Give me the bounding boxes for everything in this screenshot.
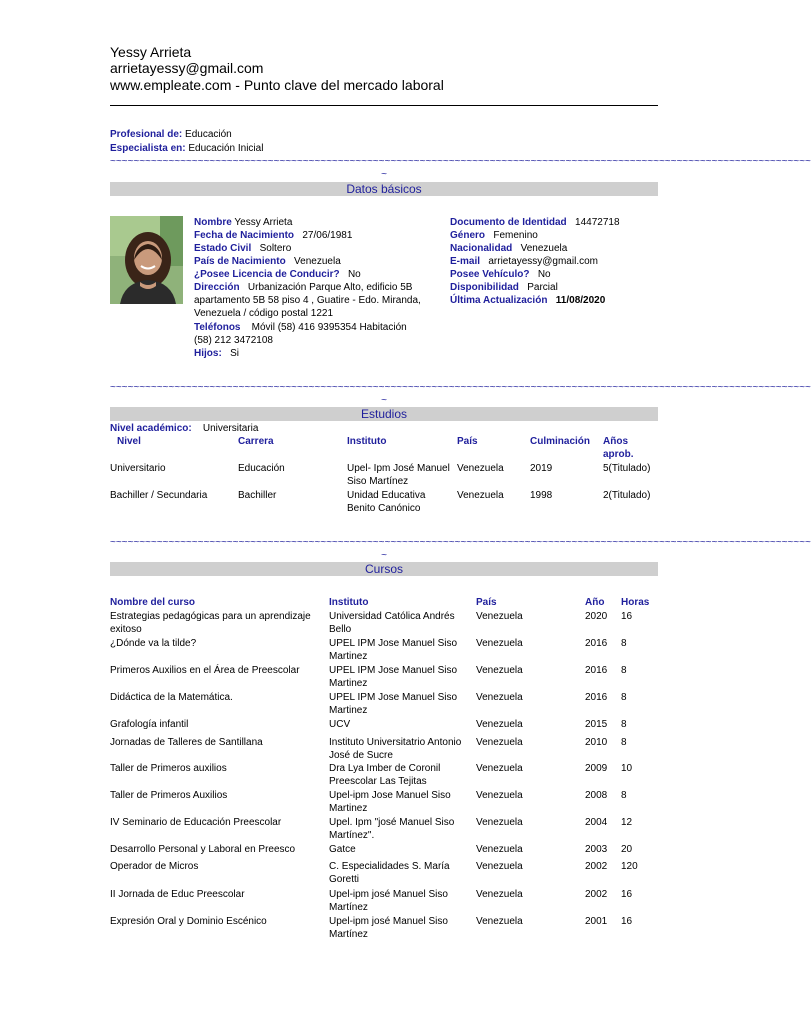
- curso-nombre: Desarrollo Personal y Laboral en Preesco: [110, 844, 296, 855]
- estudio-nivel: Universitario: [110, 463, 166, 474]
- pais-label: País de Nacimiento: [194, 256, 286, 267]
- curso-anio: 2008: [585, 790, 608, 801]
- curso-instituto-2: Martínez: [329, 929, 368, 940]
- curso-instituto-2: Martínez: [329, 902, 368, 913]
- tilde-separator: ~~~~~~~~~~~~~~~~~~~~~~~~~~~~~~~~~~~~~~~~~~~~~~~~~~~~~~~~~~~~~~~~~~~~~~~~~~~~~~~~~~~~~~~~~~~~~~~~~~~~~~~~~~~~~~~~~~~~~~~~: [110, 382, 811, 393]
- profesional-row: [110, 128, 232, 141]
- documento-value: 14472718: [575, 217, 620, 228]
- curso-horas: 8: [621, 790, 627, 801]
- estudio-culminacion: 1998: [530, 490, 553, 501]
- curso-pais: Venezuela: [476, 611, 523, 622]
- pais-value: Venezuela: [294, 256, 341, 267]
- vehiculo-label: Posee Vehículo?: [450, 269, 530, 280]
- curso-anio: 2004: [585, 817, 608, 828]
- nivel-academico-row: [110, 422, 258, 435]
- curso-horas: 8: [621, 665, 627, 676]
- section-datos-basicos: Datos básicos: [110, 182, 658, 196]
- licencia-label: ¿Posee Licencia de Conducir?: [194, 269, 340, 280]
- hijos-row: [194, 347, 239, 360]
- estudio-instituto: Unidad Educativa: [347, 490, 426, 501]
- curso-horas: 10: [621, 763, 633, 774]
- section-cursos: Cursos: [110, 562, 658, 576]
- estado-row: [194, 242, 291, 255]
- genero-label: Género: [450, 230, 486, 241]
- curso-nombre: Primeros Auxilios en el Área de Preescolar: [110, 665, 300, 676]
- telefonos-row: [194, 321, 407, 334]
- direccion-line-2: apartamento 5B 58 piso 4 , Guatire - Edo. Miranda,: [194, 295, 421, 306]
- curso-anio: 2002: [585, 889, 608, 900]
- curso-instituto: Universidad Católica Andrés: [329, 611, 455, 622]
- curso-anio: 2001: [585, 916, 608, 927]
- curso-anio: 2016: [585, 638, 608, 649]
- telefonos-line-2: (58) 212 3472108: [194, 335, 273, 346]
- curso-instituto: Instituto Universitatrio Antonio: [329, 737, 462, 748]
- curso-anio: 2016: [585, 665, 608, 676]
- nombre-label: Nombre: [194, 217, 232, 228]
- estudios-header-culminacion: Culminación: [530, 436, 591, 447]
- telefonos-line-1: Móvil (58) 416 9395354 Habitación: [251, 322, 407, 333]
- curso-nombre: Operador de Micros: [110, 861, 199, 872]
- actualizacion-value: 11/08/2020: [555, 295, 606, 306]
- disponibilidad-row: [450, 281, 558, 294]
- vehiculo-value: No: [537, 269, 551, 280]
- site-tagline: www.empleate.com - Punto clave del mercado laboral: [110, 77, 444, 93]
- telefonos-label: Teléfonos: [194, 322, 241, 333]
- fecha-value: 27/06/1981: [302, 230, 353, 241]
- curso-horas: 8: [621, 638, 627, 649]
- cursos-header-nombre: Nombre del curso: [110, 597, 196, 608]
- curso-pais: Venezuela: [476, 844, 523, 855]
- curso-nombre: Estrategias pedagógicas para un aprendizaje: [110, 611, 311, 622]
- direccion-label: Dirección: [194, 282, 240, 293]
- tilde-separator: ~~~~~~~~~~~~~~~~~~~~~~~~~~~~~~~~~~~~~~~~~~~~~~~~~~~~~~~~~~~~~~~~~~~~~~~~~~~~~~~~~~~~~~~~~~~~~~~~~~~~~~~~~~~~~~~~~~~~~~~~: [110, 156, 811, 167]
- direccion-row: [194, 281, 412, 294]
- disponibilidad-label: Disponibilidad: [450, 282, 519, 293]
- nacionalidad-row: [450, 242, 567, 255]
- nacionalidad-label: Nacionalidad: [450, 243, 513, 254]
- estudios-header-nivel: Nivel: [117, 436, 141, 447]
- licencia-value: No: [347, 269, 361, 280]
- nivel-academico-value: Universitaria: [202, 423, 259, 434]
- estudios-header-aprob: aprob.: [603, 449, 634, 460]
- curso-instituto-2: Bello: [329, 624, 352, 635]
- licencia-row: [194, 268, 361, 281]
- estudio-pais: Venezuela: [457, 463, 504, 474]
- cursos-header-horas: Horas: [621, 597, 650, 608]
- curso-anio: 2009: [585, 763, 608, 774]
- curso-instituto: UPEL IPM Jose Manuel Siso: [329, 665, 458, 676]
- estudio-carrera: Educación: [238, 463, 285, 474]
- curso-instituto: Upel-ipm josé Manuel Siso: [329, 916, 448, 927]
- curso-instituto-2: Martinez: [329, 705, 368, 716]
- curso-pais: Venezuela: [476, 889, 523, 900]
- curso-horas: 120: [621, 861, 638, 872]
- email-row: [450, 255, 598, 268]
- cursos-header-anio: Año: [585, 597, 605, 608]
- especialista-label: Especialista en:: [110, 143, 186, 154]
- curso-nombre: Didáctica de la Matemática.: [110, 692, 233, 703]
- estudios-header-instituto: Instituto: [347, 436, 387, 447]
- profesional-label: Profesional de:: [110, 129, 183, 140]
- tilde-separator-tail: ~: [381, 395, 387, 406]
- direccion-line-1: Urbanización Parque Alto, edificio 5B: [247, 282, 413, 293]
- curso-horas: 8: [621, 737, 627, 748]
- curso-horas: 12: [621, 817, 633, 828]
- curso-horas: 8: [621, 692, 627, 703]
- actualizacion-row: [450, 294, 605, 307]
- genero-value: Femenino: [493, 230, 538, 241]
- estudios-header-anios: Años: [603, 436, 628, 447]
- curso-instituto: UPEL IPM Jose Manuel Siso: [329, 692, 458, 703]
- section-estudios: Estudios: [110, 407, 658, 421]
- curso-nombre: II Jornada de Educ Preescolar: [110, 889, 245, 900]
- curso-instituto: Upel. Ipm "josé Manuel Siso: [329, 817, 455, 828]
- curso-instituto-2: Martinez: [329, 651, 368, 662]
- curso-instituto-2: José de Sucre: [329, 750, 393, 761]
- nombre-value: Yessy Arrieta: [234, 217, 293, 228]
- disponibilidad-value: Parcial: [527, 282, 558, 293]
- curso-pais: Venezuela: [476, 737, 523, 748]
- estudio-culminacion: 2019: [530, 463, 553, 474]
- estudio-instituto-2: Benito Canónico: [347, 503, 421, 514]
- curso-nombre-2: exitoso: [110, 624, 142, 635]
- curso-pais: Venezuela: [476, 638, 523, 649]
- cursos-header-instituto: Instituto: [329, 597, 369, 608]
- curso-instituto: UCV: [329, 719, 351, 730]
- nacionalidad-value: Venezuela: [520, 243, 568, 254]
- candidate-name: Yessy Arrieta: [110, 44, 192, 60]
- curso-instituto: Dra Lya Imber de Coronil: [329, 763, 441, 774]
- estado-value: Soltero: [259, 243, 292, 254]
- estudios-header-carrera: Carrera: [238, 436, 274, 447]
- curso-horas: 8: [621, 719, 627, 730]
- curso-instituto: Gatce: [329, 844, 356, 855]
- curso-nombre: Taller de Primeros auxilios: [110, 763, 227, 774]
- curso-nombre: Taller de Primeros Auxilios: [110, 790, 228, 801]
- curso-horas: 16: [621, 889, 633, 900]
- curso-instituto-2: Martinez: [329, 678, 368, 689]
- curso-anio: 2003: [585, 844, 608, 855]
- curso-pais: Venezuela: [476, 692, 523, 703]
- curso-pais: Venezuela: [476, 665, 523, 676]
- hijos-value: Si: [230, 348, 240, 359]
- curso-instituto: Upel-ipm Jose Manuel Siso: [329, 790, 451, 801]
- pais-row: [194, 255, 341, 268]
- curso-instituto-2: Martinez: [329, 803, 368, 814]
- genero-row: [450, 229, 538, 242]
- curso-nombre: Expresión Oral y Dominio Escénico: [110, 916, 267, 927]
- tilde-separator-tail: ~: [381, 550, 387, 561]
- profile-photo: [110, 216, 183, 304]
- curso-horas: 16: [621, 611, 633, 622]
- curso-nombre: IV Seminario de Educación Preescolar: [110, 817, 282, 828]
- curso-pais: Venezuela: [476, 790, 523, 801]
- curso-anio: 2020: [585, 611, 608, 622]
- fecha-row: [194, 229, 352, 242]
- estudio-instituto-2: Siso Martínez: [347, 476, 409, 487]
- estudio-anios: 5(Titulado): [603, 463, 651, 474]
- nombre-row: [194, 216, 292, 229]
- fecha-label: Fecha de Nacimiento: [194, 230, 295, 241]
- estudio-carrera: Bachiller: [238, 490, 277, 501]
- estudio-instituto: Upel- Ipm José Manuel: [347, 463, 450, 474]
- estudios-header-pais: País: [457, 436, 478, 447]
- estudio-anios: 2(Titulado): [603, 490, 651, 501]
- actualizacion-label: Última Actualización: [450, 295, 548, 306]
- curso-pais: Venezuela: [476, 861, 523, 872]
- especialista-row: [110, 142, 263, 155]
- tilde-separator-tail: ~: [381, 169, 387, 180]
- curso-instituto-2: Preescolar Las Tejitas: [329, 776, 427, 787]
- nivel-academico-label: Nivel académico:: [110, 423, 192, 434]
- documento-label: Documento de Identidad: [450, 217, 567, 228]
- curso-instituto-2: Martínez".: [329, 830, 375, 841]
- curso-horas: 20: [621, 844, 633, 855]
- curso-anio: 2016: [585, 692, 608, 703]
- tilde-separator: ~~~~~~~~~~~~~~~~~~~~~~~~~~~~~~~~~~~~~~~~~~~~~~~~~~~~~~~~~~~~~~~~~~~~~~~~~~~~~~~~~~~~~~~~~~~~~~~~~~~~~~~~~~~~~~~~~~~~~~~~: [110, 537, 811, 548]
- curso-anio: 2002: [585, 861, 608, 872]
- curso-horas: 16: [621, 916, 633, 927]
- header-divider: [110, 105, 658, 106]
- curso-pais: Venezuela: [476, 719, 523, 730]
- curso-anio: 2010: [585, 737, 608, 748]
- curso-instituto-2: Goretti: [329, 874, 360, 885]
- curso-nombre: ¿Dónde va la tilde?: [110, 638, 197, 649]
- curso-anio: 2015: [585, 719, 608, 730]
- profesional-value: Educación: [185, 129, 232, 140]
- especialista-value: Educación Inicial: [188, 143, 264, 154]
- curso-nombre: Jornadas de Talleres de Santillana: [110, 737, 263, 748]
- curso-nombre: Grafología infantil: [110, 719, 189, 730]
- estado-label: Estado Civil: [194, 243, 252, 254]
- curso-pais: Venezuela: [476, 763, 523, 774]
- estudio-pais: Venezuela: [457, 490, 504, 501]
- curso-instituto: UPEL IPM Jose Manuel Siso: [329, 638, 458, 649]
- email-value: arrietayessy@gmail.com: [488, 256, 598, 267]
- curso-instituto: C. Especialidades S. María: [329, 861, 450, 872]
- hijos-label: Hijos:: [194, 348, 222, 359]
- curso-pais: Venezuela: [476, 916, 523, 927]
- candidate-email: arrietayessy@gmail.com: [110, 60, 264, 76]
- documento-row: [450, 216, 620, 229]
- curso-pais: Venezuela: [476, 817, 523, 828]
- vehiculo-row: [450, 268, 551, 281]
- email-label: E-mail: [450, 256, 481, 267]
- direccion-line-3: Venezuela / código postal 1221: [194, 308, 333, 319]
- cursos-header-pais: País: [476, 597, 497, 608]
- estudio-nivel: Bachiller / Secundaria: [110, 490, 208, 501]
- curso-instituto: Upel-ipm josé Manuel Siso: [329, 889, 448, 900]
